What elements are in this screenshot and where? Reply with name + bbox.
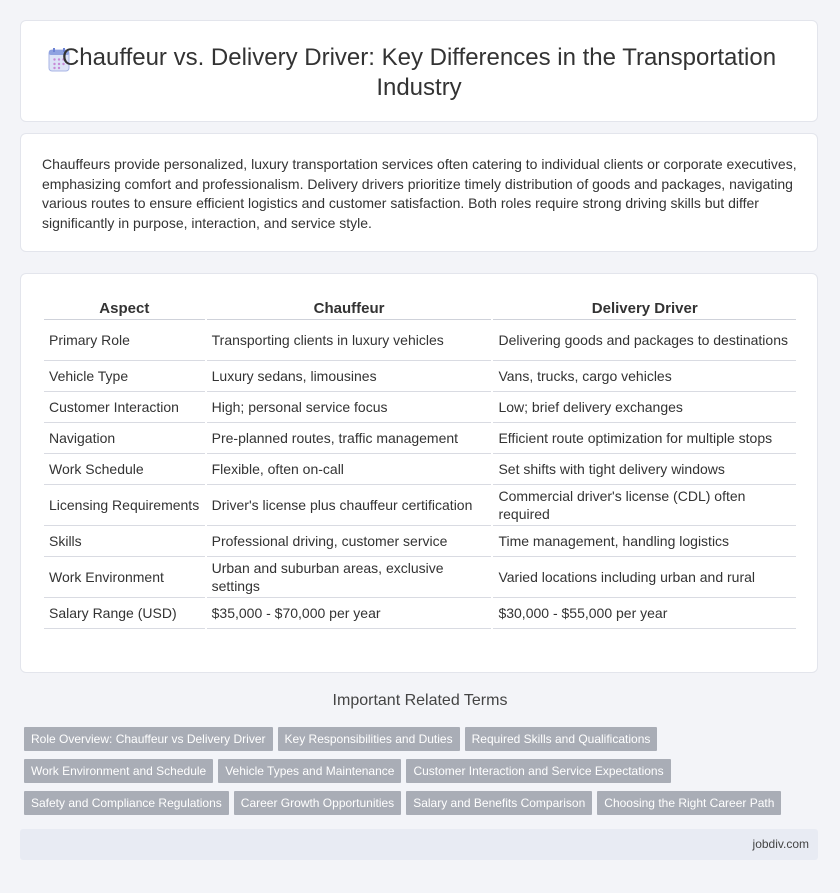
row-aspect: Vehicle Type <box>44 361 205 392</box>
comparison-card <box>20 273 818 673</box>
row-chauffeur: Pre-planned routes, traffic management <box>207 423 492 454</box>
table-row <box>44 320 796 361</box>
table-row <box>44 454 796 485</box>
row-aspect: Salary Range (USD) <box>44 598 205 629</box>
table-row <box>44 526 796 557</box>
row-delivery-driver: Commercial driver's license (CDL) often required <box>493 485 796 526</box>
row-aspect: Skills <box>44 526 205 557</box>
row-chauffeur: Transporting clients in luxury vehicles <box>207 320 492 361</box>
row-delivery-driver: Time management, handling logistics <box>493 526 796 557</box>
related-term-tag[interactable]: Salary and Benefits Comparison <box>406 791 592 815</box>
row-delivery-driver: $30,000 - $55,000 per year <box>493 598 796 629</box>
related-term-tag[interactable]: Choosing the Right Career Path <box>597 791 781 815</box>
row-delivery-driver: Varied locations including urban and rural <box>493 557 796 598</box>
table-header-row <box>44 295 796 320</box>
comparison-table <box>42 295 798 629</box>
header-aspect: Aspect <box>44 295 205 320</box>
related-term-tag[interactable]: Customer Interaction and Service Expectations <box>406 759 670 783</box>
related-term-tag[interactable]: Role Overview: Chauffeur vs Delivery Driver <box>24 727 273 751</box>
row-chauffeur: Luxury sedans, limousines <box>207 361 492 392</box>
row-chauffeur: Flexible, often on-call <box>207 454 492 485</box>
row-chauffeur: Urban and suburban areas, exclusive settings <box>207 557 492 598</box>
related-terms-list <box>24 727 824 823</box>
related-term-tag[interactable]: Safety and Compliance Regulations <box>24 791 229 815</box>
row-chauffeur: Driver's license plus chauffeur certification <box>207 485 492 526</box>
table-row <box>44 361 796 392</box>
header-delivery-driver: Delivery Driver <box>493 295 796 320</box>
header-card <box>20 20 818 122</box>
header-chauffeur: Chauffeur <box>207 295 492 320</box>
row-aspect: Customer Interaction <box>44 392 205 423</box>
row-aspect: Licensing Requirements <box>44 485 205 526</box>
table-row <box>44 485 796 526</box>
row-delivery-driver: Efficient route optimization for multiple stops <box>493 423 796 454</box>
related-term-tag[interactable]: Career Growth Opportunities <box>234 791 401 815</box>
row-aspect: Work Environment <box>44 557 205 598</box>
row-delivery-driver: Delivering goods and packages to destinations <box>493 320 796 361</box>
table-row <box>44 598 796 629</box>
table-row <box>44 557 796 598</box>
related-terms-title: Important Related Terms <box>332 692 508 709</box>
row-aspect: Primary Role <box>44 320 205 361</box>
intro-card <box>20 133 818 252</box>
footer <box>20 829 818 860</box>
page-title: Chauffeur vs. Delivery Driver: Key Differences in the Transportation Industry <box>61 44 777 101</box>
table-row <box>44 392 796 423</box>
row-aspect: Navigation <box>44 423 205 454</box>
row-chauffeur: Professional driving, customer service <box>207 526 492 557</box>
related-term-tag[interactable]: Work Environment and Schedule <box>24 759 213 783</box>
row-chauffeur: High; personal service focus <box>207 392 492 423</box>
row-aspect: Work Schedule <box>44 454 205 485</box>
related-term-tag[interactable]: Required Skills and Qualifications <box>465 727 658 751</box>
related-term-tag[interactable]: Key Responsibilities and Duties <box>278 727 460 751</box>
table-row <box>44 423 796 454</box>
related-term-tag[interactable]: Vehicle Types and Maintenance <box>218 759 401 783</box>
footer-site-link[interactable]: jobdiv.com <box>752 837 809 851</box>
row-chauffeur: $35,000 - $70,000 per year <box>207 598 492 629</box>
row-delivery-driver: Set shifts with tight delivery windows <box>493 454 796 485</box>
row-delivery-driver: Low; brief delivery exchanges <box>493 392 796 423</box>
row-delivery-driver: Vans, trucks, cargo vehicles <box>493 361 796 392</box>
intro-paragraph: Chauffeurs provide personalized, luxury transportation services often catering to individual clients or corporate executives, emphasizing comfort and professionalism. Delivery drivers prioritize timely distribution of goods and packages, navigating various routes to ensure efficient logistics and customer satisfaction. Both roles require strong driving skills but differ significantly in purpose, interaction, and service style. <box>42 156 797 231</box>
